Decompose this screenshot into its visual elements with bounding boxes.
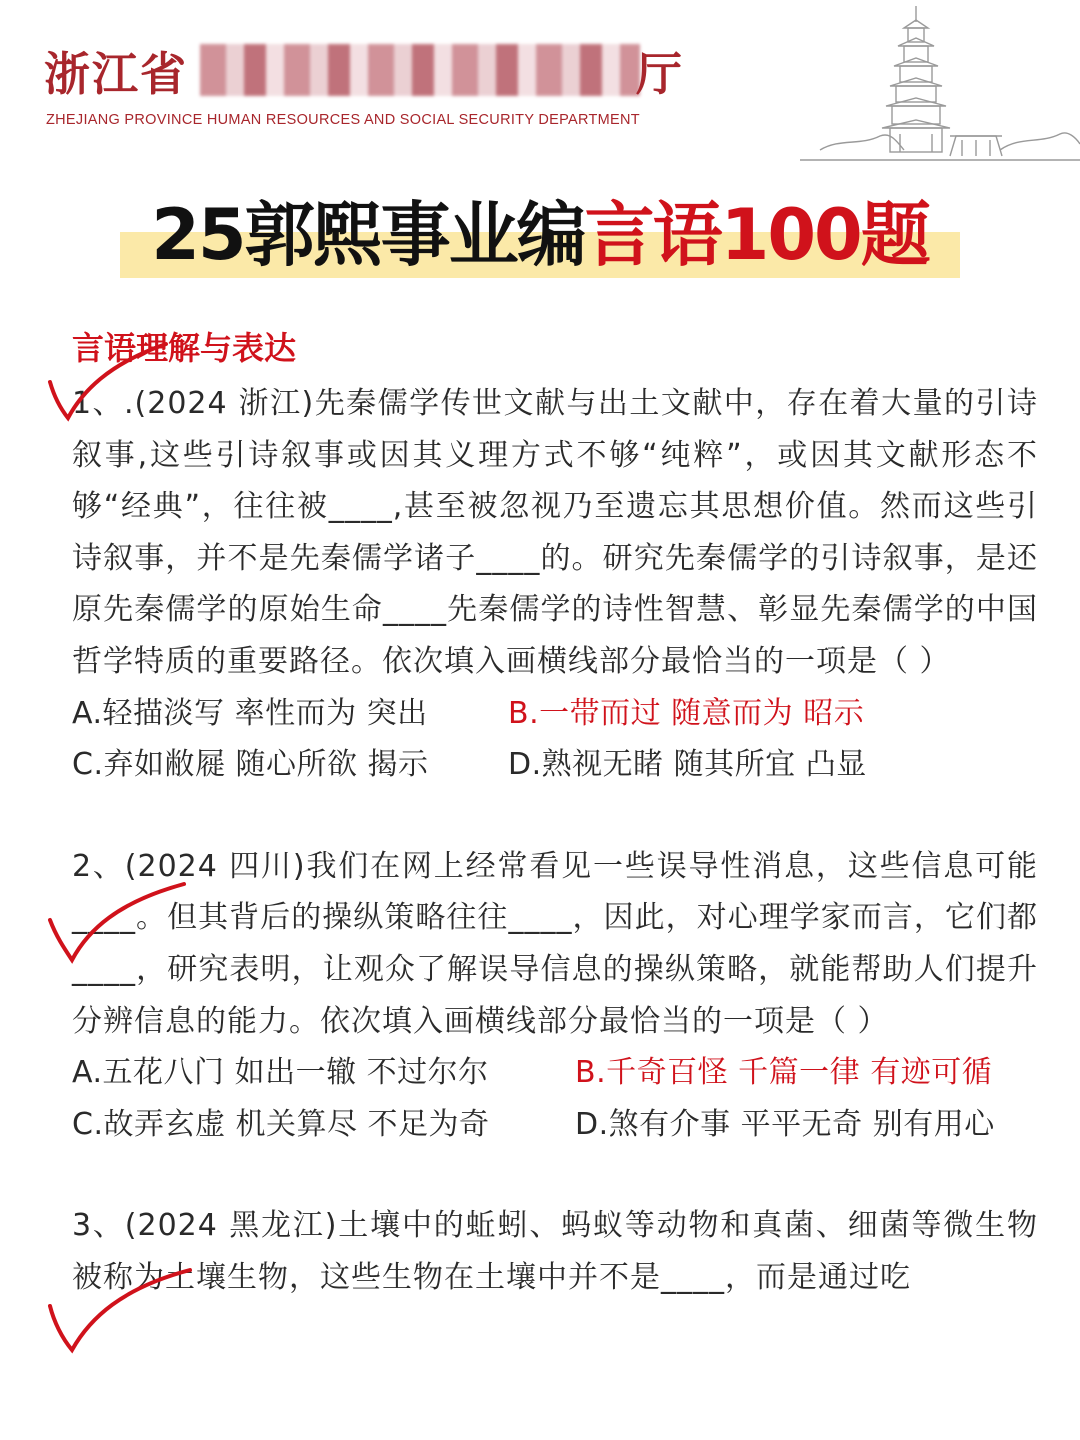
option-d: D.煞有介事 平平无奇 别有用心 xyxy=(575,1106,995,1142)
option-a: A.五花八门 如出一辙 不过尔尔 xyxy=(72,1055,489,1091)
org-name-start: 浙江省 xyxy=(44,47,188,101)
option-row xyxy=(72,688,1038,740)
option-d: D.熟视无睹 随其所宜 凸显 xyxy=(508,747,867,783)
question-text: 2、(2024 四川)我们在网上经常看见一些误导性消息，这些信息可能____。但其背后的操纵策略往往____，因此，对心理学家而言，它们都____，研究表明，让观众了解误导信息的操纵策略，就能帮助人们提升分辨信息的能力。依次填入画横线部分最恰当的一项是（ ） xyxy=(72,848,1038,1039)
title-block xyxy=(120,190,960,290)
pagoda-illustration xyxy=(800,0,1080,170)
option-row xyxy=(72,1047,1038,1099)
title-red: 言语100题 xyxy=(584,194,929,276)
question-text: 1、.(2024 浙江)先秦儒学传世文献与出土文献中，存在着大量的引诗叙事,这些引诗叙事或因其义理方式不够“纯粹”，或因其文献形态不够“经典”，往往被____,甚至被忽视乃至遗忘其思想价值。然而这些引诗叙事，并不是先秦儒学诸子____的。研究先秦儒学的引诗叙事，是还原先秦儒学的原始生命____先秦儒学的诗性智慧、彰显先秦儒学的中国哲学特质的重要路径。依次填入画横线部分最恰当的一项是（ ） xyxy=(72,386,1038,679)
redacted-org-name xyxy=(200,44,640,96)
question-2 xyxy=(72,841,1038,1151)
org-name-english: ZHEJIANG PROVINCE HUMAN RESOURCES AND SOCIAL SECURITY DEPARTMENT xyxy=(46,112,640,128)
option-row xyxy=(72,1099,1038,1151)
option-a: A.轻描淡写 率性而为 突出 xyxy=(72,695,428,731)
option-c: C.故弄玄虚 机关算尽 不足为奇 xyxy=(72,1106,490,1142)
question-text: 3、(2024 黑龙江)土壤中的蚯蚓、蚂蚁等动物和真菌、细菌等微生物被称为土壤生物，这些生物在土壤中并不是____，而是通过吃 xyxy=(72,1208,1038,1295)
option-b-correct: B.千奇百怪 千篇一律 有迹可循 xyxy=(575,1055,993,1091)
question-list xyxy=(72,326,1038,1304)
page-title xyxy=(120,192,960,278)
header xyxy=(0,0,1080,170)
org-name-end: 厅 xyxy=(636,47,682,101)
option-b-correct: B.一带而过 随意而为 昭示 xyxy=(508,695,865,731)
title-black: 25郭熙事业编 xyxy=(151,194,585,276)
question-3 xyxy=(72,1200,1038,1303)
question-1 xyxy=(72,378,1038,791)
option-row xyxy=(72,739,1038,791)
option-c: C.弃如敝屣 随心所欲 揭示 xyxy=(72,747,429,783)
section-heading: 言语理解与表达 xyxy=(72,329,297,367)
